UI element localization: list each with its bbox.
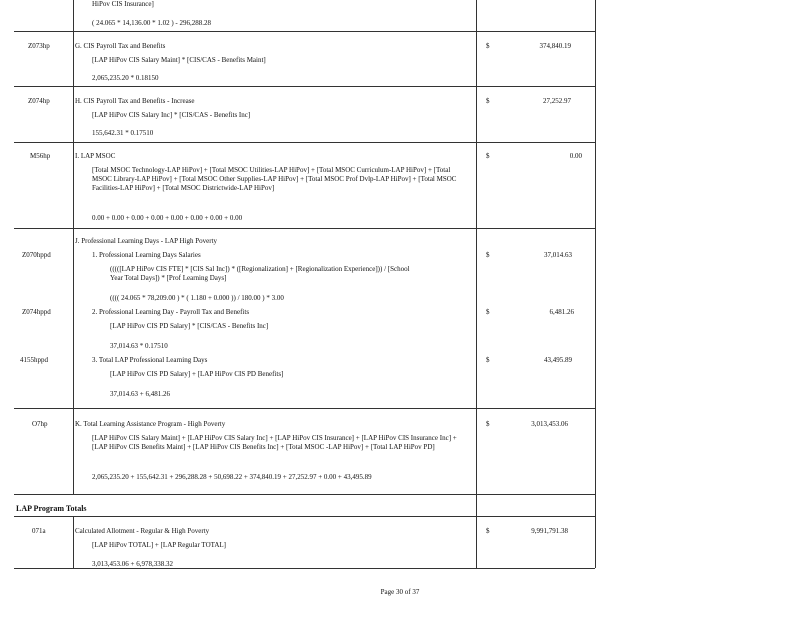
row-i-dollar: $ xyxy=(486,152,490,160)
row-j1-calc: (((( 24.065 * 78,209.00 ) * ( 1.180 + 0.000 )) / 180.00 ) * 3.00 xyxy=(110,294,284,302)
row-j3-amount: 43,495.89 xyxy=(544,356,572,364)
row-border-g xyxy=(14,86,595,87)
row-i-amount: 0.00 xyxy=(569,152,582,160)
row-i-code: M56hp xyxy=(30,152,51,160)
totals-calc: 3,013,453.06 + 6,978,338.32 xyxy=(92,560,173,568)
totals-heading: LAP Program Totals xyxy=(16,504,87,513)
row-g-calc: 2,065,235.20 * 0.18150 xyxy=(92,74,159,82)
totals-dollar: $ xyxy=(486,527,490,535)
section-f-calc: ( 24.065 * 14,136.00 * 1.02 ) - 296,288.28 xyxy=(92,19,211,27)
totals-formula: [LAP HiPov TOTAL] + [LAP Regular TOTAL] xyxy=(92,541,227,549)
row-border-i xyxy=(14,228,595,229)
row-j1-code: Z070hppd xyxy=(22,251,51,259)
row-j3-code: 4155hppd xyxy=(20,356,48,364)
row-border-f xyxy=(14,31,595,32)
row-i-calc: 0.00 + 0.00 + 0.00 + 0.00 + 0.00 + 0.00 + 0.00 + 0.00 xyxy=(92,214,243,222)
row-j3-calc: 37,014.63 + 6,481.26 xyxy=(110,390,170,398)
row-border-k xyxy=(14,494,595,495)
section-f-name: HiPov CIS Insurance] xyxy=(92,0,154,8)
column-divider-code-totals xyxy=(73,516,74,568)
row-j1-dollar: $ xyxy=(486,251,490,259)
row-border-totals xyxy=(14,568,595,569)
row-h-dollar: $ xyxy=(486,97,490,105)
row-h-label: H. CIS Payroll Tax and Benefits - Increase xyxy=(75,97,195,105)
row-g-dollar: $ xyxy=(486,42,490,50)
row-k-calc: 2,065,235.20 + 155,642.31 + 296,288.28 + 50,698.22 + 374,840.19 + 27,252.97 + 0.00 + 43,495.89 xyxy=(92,473,372,481)
totals-code: 071a xyxy=(32,527,46,535)
row-j1-amount: 37,014.63 xyxy=(544,251,572,259)
row-j2-code: Z074hppd xyxy=(22,308,51,316)
row-j-label: J. Professional Learning Days - LAP High Poverty xyxy=(75,237,218,245)
row-g-code: Z073hp xyxy=(28,42,50,50)
row-j2-dollar: $ xyxy=(486,308,490,316)
row-j3-formula: [LAP HiPov CIS PD Salary] + [LAP HiPov CIS PD Benefits] xyxy=(110,370,284,378)
row-j2-label: 2. Professional Learning Day - Payroll Tax and Benefits xyxy=(92,308,250,316)
row-h-code: Z074hp xyxy=(28,97,50,105)
row-j2-calc: 37,014.63 * 0.17510 xyxy=(110,342,168,350)
totals-label: Calculated Allotment - Regular & High Poverty xyxy=(75,527,210,535)
row-i-formula: [Total MSOC Technology-LAP HiPov] + [Total MSOC Utilities-LAP HiPov] + [Total MSOC Curriculum-LAP HiPov] + [Total MSOC Library-LAP HiPov] + [Total MSOC Other Supplies-LAP HiPov] + [Total MSOC Prof Dvlp-LAP HiPov] + [Total MSOC Facilities-LAP HiPov] + [Total MSOC Districtwide-LAP HiPov] xyxy=(92,166,457,192)
row-k-code: O7hp xyxy=(32,420,48,428)
row-j3-dollar: $ xyxy=(486,356,490,364)
row-h-formula: [LAP HiPov CIS Salary Inc] * [CIS/CAS - Benefits Inc] xyxy=(92,111,251,119)
row-g-label: G. CIS Payroll Tax and Benefits xyxy=(75,42,166,50)
row-border-h xyxy=(14,142,595,143)
column-divider-right xyxy=(595,0,596,568)
row-g-amount: 374,840.19 xyxy=(539,42,571,50)
row-k-label: K. Total Learning Assistance Program - High Poverty xyxy=(75,420,226,428)
row-k-amount: 3,013,453.06 xyxy=(531,420,568,428)
row-j2-formula: [LAP HiPov CIS PD Salary] * [CIS/CAS - Benefits Inc] xyxy=(110,322,269,330)
row-j1-label: 1. Professional Learning Days Salaries xyxy=(92,251,201,259)
row-border-heading xyxy=(14,516,595,517)
row-i-label: I. LAP MSOC xyxy=(75,152,116,160)
page-number: Page 30 of 37 xyxy=(380,588,420,596)
row-h-calc: 155,642.31 * 0.17510 xyxy=(92,129,154,137)
totals-amount: 9,991,791.38 xyxy=(531,527,568,535)
column-divider-code xyxy=(73,0,74,494)
row-h-amount: 27,252.97 xyxy=(543,97,571,105)
row-g-formula: [LAP HiPov CIS Salary Maint] * [CIS/CAS - Benefits Maint] xyxy=(92,56,266,64)
row-k-dollar: $ xyxy=(486,420,490,428)
row-border-j xyxy=(14,408,595,409)
row-j2-amount: 6,481.26 xyxy=(549,308,574,316)
row-j3-label: 3. Total LAP Professional Learning Days xyxy=(92,356,208,364)
row-k-formula: [LAP HiPov CIS Salary Maint] + [LAP HiPov CIS Salary Inc] + [LAP HiPov CIS Insurance] + [LAP HiPov CIS Insurance Inc] + [LAP HiPov CIS Benefits Maint] + [LAP HiPov CIS Benefits Inc] + [Total MSOC -LAP HiPov] + [Total LAP HiPov PD] xyxy=(92,434,457,451)
row-j1-formula: (((([LAP HiPov CIS FTE] * [CIS Sal Inc]) * ([Regionalization] + [Regionalization Experience])) / [School Year Total Days]) * [Prof Learning Days] xyxy=(110,265,410,282)
